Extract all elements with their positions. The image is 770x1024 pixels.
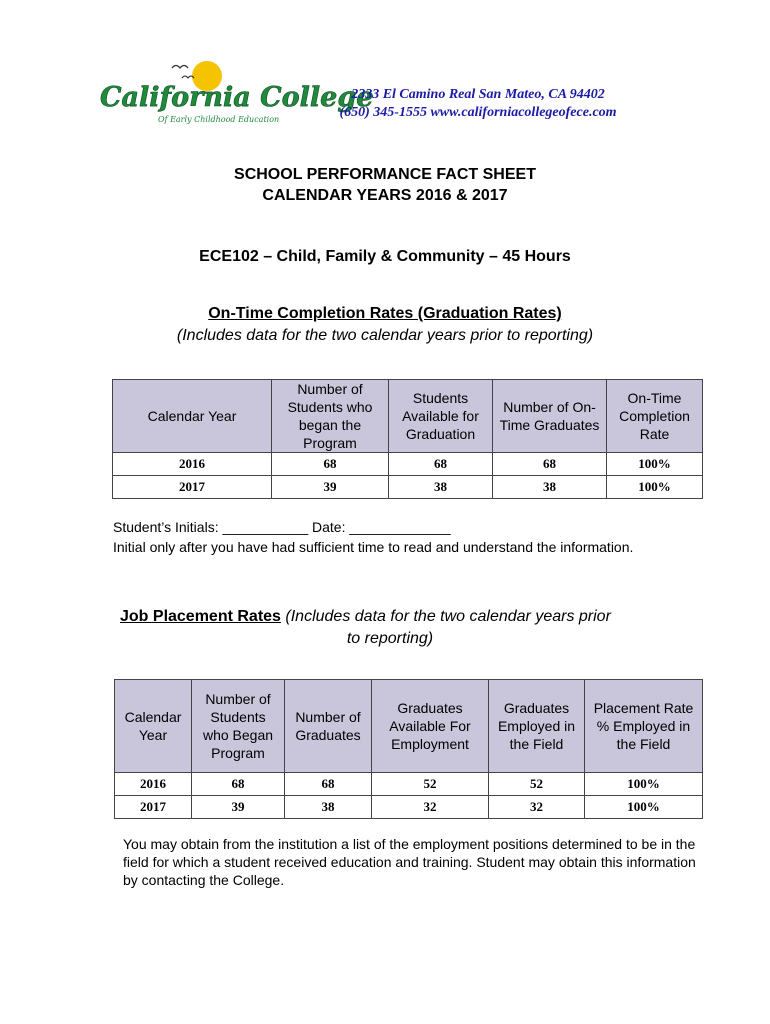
table-cell: 68 xyxy=(192,773,285,796)
column-header: Number of Students who Began Program xyxy=(192,680,285,773)
placement-heading: Job Placement Rates xyxy=(120,608,281,625)
column-header: Graduates Employed in the Field xyxy=(489,680,585,773)
table-cell: 68 xyxy=(389,453,493,476)
placement-section-heading xyxy=(120,606,680,650)
table-header-row xyxy=(113,380,703,453)
address-line: 2333 El Camino Real San Mateo, CA 94402 xyxy=(351,87,605,102)
table-cell: 68 xyxy=(493,453,607,476)
column-header: Graduates Available For Employment xyxy=(372,680,489,773)
initials-instructions: Initial only after you have had sufficient time to read and understand the information. xyxy=(113,539,634,555)
table-cell: 2016 xyxy=(113,453,272,476)
table-cell: 39 xyxy=(272,476,389,499)
table-row xyxy=(115,773,703,796)
table-cell: 32 xyxy=(372,796,489,819)
logo-graphic xyxy=(100,58,374,128)
logo-bird-icon xyxy=(172,66,188,69)
column-header: Calendar Year xyxy=(113,380,272,453)
column-header: On-Time Completion Rate xyxy=(607,380,703,453)
college-address xyxy=(308,86,648,122)
logo-tagline: Of Early Childhood Education xyxy=(158,115,280,124)
table-cell: 2017 xyxy=(113,476,272,499)
column-header: Number of Students who began the Program xyxy=(272,380,389,453)
job-placement-table xyxy=(114,679,703,819)
table-header-row xyxy=(115,680,703,773)
column-header: Number of On-Time Graduates xyxy=(493,380,607,453)
column-header: Calendar Year xyxy=(115,680,192,773)
table-cell: 52 xyxy=(489,773,585,796)
course-title: ECE102 – Child, Family & Community – 45 Hours xyxy=(199,248,571,265)
document-title xyxy=(0,164,770,206)
document-title-line1: SCHOOL PERFORMANCE FACT SHEET xyxy=(234,166,536,183)
logo-wordmark: California College xyxy=(100,82,374,113)
placement-subheading: (Includes data for the two calendar years prior xyxy=(285,608,611,625)
initials-block xyxy=(113,517,633,557)
contact-line[interactable]: (650) 345-1555 www.californiacollegeofece.com xyxy=(339,105,617,120)
table-cell: 38 xyxy=(389,476,493,499)
table-cell: 100% xyxy=(607,476,703,499)
table-cell: 100% xyxy=(607,453,703,476)
column-header: Number of Graduates xyxy=(285,680,372,773)
initials-date-field[interactable]: Student’s Initials: ___________ Date: _____________ xyxy=(113,519,451,535)
table-cell: 68 xyxy=(285,773,372,796)
completion-section-heading xyxy=(0,303,770,347)
college-logo xyxy=(100,58,374,128)
table-cell: 100% xyxy=(585,796,703,819)
table-cell: 38 xyxy=(493,476,607,499)
table-row xyxy=(115,796,703,819)
table-cell: 68 xyxy=(272,453,389,476)
column-header: Students Available for Graduation xyxy=(389,380,493,453)
table-cell: 52 xyxy=(372,773,489,796)
column-header: Placement Rate % Employed in the Field xyxy=(585,680,703,773)
completion-heading: On-Time Completion Rates (Graduation Rates) xyxy=(208,305,562,322)
table-cell: 38 xyxy=(285,796,372,819)
table-row xyxy=(113,476,703,499)
placement-subheading-cont: to reporting) xyxy=(346,630,434,647)
table-cell: 100% xyxy=(585,773,703,796)
employment-note: You may obtain from the institution a list of the employment positions determined to be in the field for which a student received education and training. Student may obtain this information by contacting the College. xyxy=(123,836,696,888)
table-cell: 32 xyxy=(489,796,585,819)
table-row xyxy=(113,453,703,476)
completion-rates-table xyxy=(112,379,703,499)
table-cell: 2016 xyxy=(115,773,192,796)
document-title-line2: CALENDAR YEARS 2016 & 2017 xyxy=(262,187,508,204)
table-cell: 39 xyxy=(192,796,285,819)
table-cell: 2017 xyxy=(115,796,192,819)
completion-subheading: (Includes data for the two calendar years prior to reporting) xyxy=(176,327,594,344)
